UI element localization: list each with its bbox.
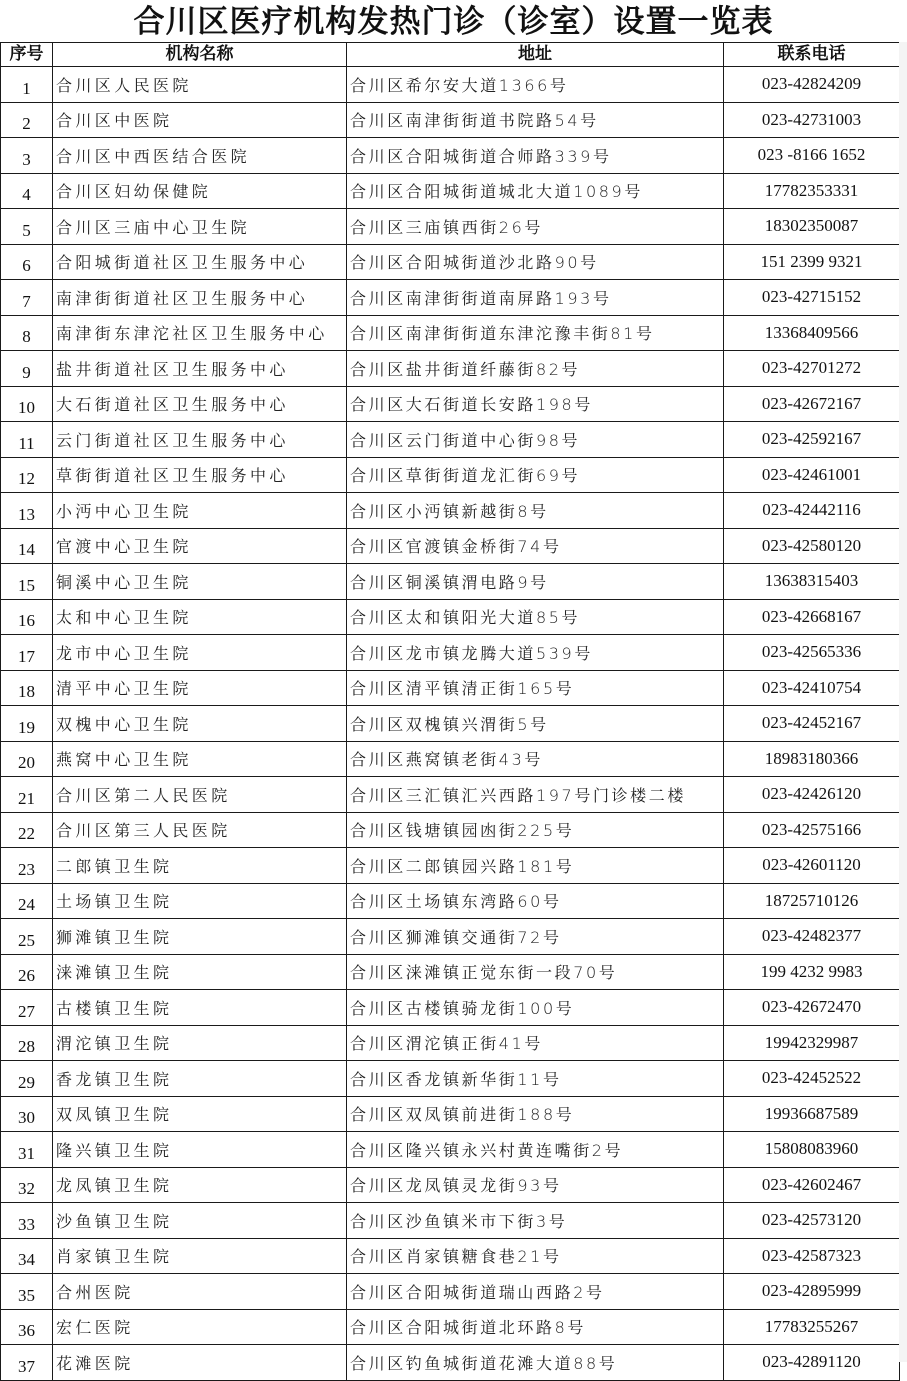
address: 合川区钱塘镇园凼街225号 <box>347 812 724 848</box>
phone-number: 023-42410754 <box>724 670 900 706</box>
row-number: 20 <box>1 741 53 777</box>
address: 合川区合阳城街道合师路339号 <box>347 138 724 174</box>
phone-number: 17782353331 <box>724 173 900 209</box>
institution-name: 龙市中心卫生院 <box>53 635 347 671</box>
phone-number: 023-42891120 <box>724 1345 900 1381</box>
address: 合川区隆兴镇永兴村黄连嘴街2号 <box>347 1132 724 1168</box>
institution-name: 双凤镇卫生院 <box>53 1096 347 1132</box>
institution-name: 双槐中心卫生院 <box>53 706 347 742</box>
page-edge <box>899 42 907 1362</box>
row-number: 12 <box>1 457 53 493</box>
row-number: 10 <box>1 386 53 422</box>
institution-name: 合川区人民医院 <box>53 67 347 103</box>
institution-name: 香龙镇卫生院 <box>53 1061 347 1097</box>
phone-number: 023-42573120 <box>724 1203 900 1239</box>
institution-name: 合川区第二人民医院 <box>53 777 347 813</box>
institution-name: 合阳城街道社区卫生服务中心 <box>53 244 347 280</box>
address: 合川区双槐镇兴渭街5号 <box>347 706 724 742</box>
address: 合川区涞滩镇正觉东街一段70号 <box>347 954 724 990</box>
table-row <box>1 457 900 493</box>
phone-number: 19936687589 <box>724 1096 900 1132</box>
row-number: 1 <box>1 67 53 103</box>
address: 合川区希尔安大道1366号 <box>347 67 724 103</box>
row-number: 15 <box>1 564 53 600</box>
row-number: 14 <box>1 528 53 564</box>
institution-name: 大石街道社区卫生服务中心 <box>53 386 347 422</box>
phone-number: 023-42482377 <box>724 919 900 955</box>
table-row <box>1 883 900 919</box>
phone-number: 023-42565336 <box>724 635 900 671</box>
row-number: 31 <box>1 1132 53 1168</box>
address: 合川区南津街街道书院路54号 <box>347 102 724 138</box>
phone-number: 023 -8166 1652 <box>724 138 900 174</box>
phone-number: 023-42824209 <box>724 67 900 103</box>
institution-name: 花滩医院 <box>53 1345 347 1381</box>
table-row <box>1 1096 900 1132</box>
institution-name: 清平中心卫生院 <box>53 670 347 706</box>
table-row <box>1 635 900 671</box>
address: 合川区合阳城街道北环路8号 <box>347 1309 724 1345</box>
institution-name: 沙鱼镇卫生院 <box>53 1203 347 1239</box>
phone-number: 023-42672167 <box>724 386 900 422</box>
table-row <box>1 1345 900 1381</box>
institution-name: 合川区中西医结合医院 <box>53 138 347 174</box>
institution-name: 渭沱镇卫生院 <box>53 1025 347 1061</box>
row-number: 3 <box>1 138 53 174</box>
table-row <box>1 67 900 103</box>
row-number: 8 <box>1 315 53 351</box>
address: 合川区三汇镇汇兴西路197号门诊楼二楼 <box>347 777 724 813</box>
table-row <box>1 777 900 813</box>
row-number: 18 <box>1 670 53 706</box>
phone-number: 023-42731003 <box>724 102 900 138</box>
address: 合川区肖家镇糖食巷21号 <box>347 1238 724 1274</box>
row-number: 29 <box>1 1061 53 1097</box>
phone-number: 15808083960 <box>724 1132 900 1168</box>
fever-clinic-table <box>0 42 900 1381</box>
institution-name: 合川区中医院 <box>53 102 347 138</box>
institution-name: 狮滩镇卫生院 <box>53 919 347 955</box>
row-number: 25 <box>1 919 53 955</box>
phone-number: 17783255267 <box>724 1309 900 1345</box>
row-number: 11 <box>1 422 53 458</box>
address: 合川区龙凤镇灵龙街93号 <box>347 1167 724 1203</box>
phone-number: 13638315403 <box>724 564 900 600</box>
phone-number: 023-42602467 <box>724 1167 900 1203</box>
row-number: 13 <box>1 493 53 529</box>
page-title: 合川区医疗机构发热门诊（诊室）设置一览表 <box>133 4 774 40</box>
address: 合川区草街街道龙汇街69号 <box>347 457 724 493</box>
row-number: 2 <box>1 102 53 138</box>
column-header-address: 地址 <box>347 43 724 67</box>
row-number: 17 <box>1 635 53 671</box>
table-row <box>1 493 900 529</box>
phone-number: 023-42592167 <box>724 422 900 458</box>
address: 合川区铜溪镇渭电路9号 <box>347 564 724 600</box>
phone-number: 023-42442116 <box>724 493 900 529</box>
row-number: 26 <box>1 954 53 990</box>
institution-name: 官渡中心卫生院 <box>53 528 347 564</box>
table-row <box>1 1061 900 1097</box>
table-row <box>1 315 900 351</box>
phone-number: 023-42461001 <box>724 457 900 493</box>
row-number: 6 <box>1 244 53 280</box>
institution-name: 南津街东津沱社区卫生服务中心 <box>53 315 347 351</box>
address: 合川区太和镇阳光大道85号 <box>347 599 724 635</box>
row-number: 34 <box>1 1238 53 1274</box>
address: 合川区渭沱镇正街41号 <box>347 1025 724 1061</box>
institution-name: 宏仁医院 <box>53 1309 347 1345</box>
row-number: 21 <box>1 777 53 813</box>
phone-number: 023-42452522 <box>724 1061 900 1097</box>
row-number: 33 <box>1 1203 53 1239</box>
institution-name: 云门街道社区卫生服务中心 <box>53 422 347 458</box>
table-row <box>1 209 900 245</box>
phone-number: 023-42672470 <box>724 990 900 1026</box>
address: 合川区土场镇东湾路60号 <box>347 883 724 919</box>
table-row <box>1 741 900 777</box>
address: 合川区清平镇清正街165号 <box>347 670 724 706</box>
phone-number: 199 4232 9983 <box>724 954 900 990</box>
institution-name: 铜溪中心卫生院 <box>53 564 347 600</box>
phone-number: 023-42580120 <box>724 528 900 564</box>
institution-name: 涞滩镇卫生院 <box>53 954 347 990</box>
phone-number: 151 2399 9321 <box>724 244 900 280</box>
table-row <box>1 670 900 706</box>
table-row <box>1 1238 900 1274</box>
phone-number: 023-42575166 <box>724 812 900 848</box>
header-row <box>1 43 900 67</box>
table-row <box>1 173 900 209</box>
address: 合川区龙市镇龙腾大道539号 <box>347 635 724 671</box>
institution-name: 合州医院 <box>53 1274 347 1310</box>
institution-name: 合川区妇幼保健院 <box>53 173 347 209</box>
address: 合川区燕窝镇老街43号 <box>347 741 724 777</box>
institution-name: 太和中心卫生院 <box>53 599 347 635</box>
address: 合川区南津街街道东津沱豫丰街81号 <box>347 315 724 351</box>
row-number: 35 <box>1 1274 53 1310</box>
row-number: 19 <box>1 706 53 742</box>
address: 合川区狮滩镇交通街72号 <box>347 919 724 955</box>
table-row <box>1 1132 900 1168</box>
table-row <box>1 102 900 138</box>
institution-name: 肖家镇卫生院 <box>53 1238 347 1274</box>
address: 合川区香龙镇新华街11号 <box>347 1061 724 1097</box>
table-row <box>1 706 900 742</box>
table-row <box>1 812 900 848</box>
address: 合川区钓鱼城街道花滩大道88号 <box>347 1345 724 1381</box>
institution-name: 隆兴镇卫生院 <box>53 1132 347 1168</box>
table-row <box>1 564 900 600</box>
address: 合川区大石街道长安路198号 <box>347 386 724 422</box>
institution-name: 土场镇卫生院 <box>53 883 347 919</box>
phone-number: 023-42895999 <box>724 1274 900 1310</box>
phone-number: 023-42715152 <box>724 280 900 316</box>
table-row <box>1 1025 900 1061</box>
phone-number: 18302350087 <box>724 209 900 245</box>
address: 合川区南津街街道南屏路193号 <box>347 280 724 316</box>
row-number: 24 <box>1 883 53 919</box>
row-number: 22 <box>1 812 53 848</box>
address: 合川区沙鱼镇米市下街3号 <box>347 1203 724 1239</box>
column-header-phone: 联系电话 <box>724 43 900 67</box>
table-row <box>1 1309 900 1345</box>
row-number: 37 <box>1 1345 53 1381</box>
phone-number: 023-42426120 <box>724 777 900 813</box>
address: 合川区双凤镇前进街188号 <box>347 1096 724 1132</box>
institution-name: 龙凤镇卫生院 <box>53 1167 347 1203</box>
phone-number: 023-42668167 <box>724 599 900 635</box>
phone-number: 18725710126 <box>724 883 900 919</box>
phone-number: 023-42701272 <box>724 351 900 387</box>
phone-number: 13368409566 <box>724 315 900 351</box>
row-number: 32 <box>1 1167 53 1203</box>
table-row <box>1 990 900 1026</box>
column-header-name: 机构名称 <box>53 43 347 67</box>
table-row <box>1 848 900 884</box>
row-number: 36 <box>1 1309 53 1345</box>
address: 合川区云门街道中心街98号 <box>347 422 724 458</box>
table-row <box>1 422 900 458</box>
table-row <box>1 528 900 564</box>
address: 合川区古楼镇骑龙街100号 <box>347 990 724 1026</box>
table-row <box>1 351 900 387</box>
phone-number: 023-42452167 <box>724 706 900 742</box>
institution-name: 燕窝中心卫生院 <box>53 741 347 777</box>
row-number: 7 <box>1 280 53 316</box>
institution-name: 小沔中心卫生院 <box>53 493 347 529</box>
institution-name: 盐井街道社区卫生服务中心 <box>53 351 347 387</box>
institution-name: 古楼镇卫生院 <box>53 990 347 1026</box>
table-row <box>1 1167 900 1203</box>
address: 合川区官渡镇金桥街74号 <box>347 528 724 564</box>
address: 合川区合阳城街道城北大道1089号 <box>347 173 724 209</box>
row-number: 4 <box>1 173 53 209</box>
table-row <box>1 1203 900 1239</box>
institution-name: 合川区三庙中心卫生院 <box>53 209 347 245</box>
address: 合川区二郎镇园兴路181号 <box>347 848 724 884</box>
table-row <box>1 244 900 280</box>
row-number: 23 <box>1 848 53 884</box>
institution-name: 合川区第三人民医院 <box>53 812 347 848</box>
table-row <box>1 599 900 635</box>
institution-name: 草街街道社区卫生服务中心 <box>53 457 347 493</box>
address: 合川区盐井街道纤藤街82号 <box>347 351 724 387</box>
row-number: 28 <box>1 1025 53 1061</box>
address: 合川区小沔镇新越街8号 <box>347 493 724 529</box>
column-header-no: 序号 <box>1 43 53 67</box>
row-number: 9 <box>1 351 53 387</box>
phone-number: 19942329987 <box>724 1025 900 1061</box>
table-row <box>1 280 900 316</box>
row-number: 27 <box>1 990 53 1026</box>
table-row <box>1 954 900 990</box>
table-row <box>1 1274 900 1310</box>
row-number: 5 <box>1 209 53 245</box>
phone-number: 023-42601120 <box>724 848 900 884</box>
table-row <box>1 386 900 422</box>
phone-number: 023-42587323 <box>724 1238 900 1274</box>
address: 合川区合阳城街道沙北路90号 <box>347 244 724 280</box>
address: 合川区三庙镇西街26号 <box>347 209 724 245</box>
row-number: 30 <box>1 1096 53 1132</box>
table-row <box>1 919 900 955</box>
row-number: 16 <box>1 599 53 635</box>
phone-number: 18983180366 <box>724 741 900 777</box>
address: 合川区合阳城街道瑞山西路2号 <box>347 1274 724 1310</box>
institution-name: 南津街街道社区卫生服务中心 <box>53 280 347 316</box>
table-row <box>1 138 900 174</box>
institution-name: 二郎镇卫生院 <box>53 848 347 884</box>
